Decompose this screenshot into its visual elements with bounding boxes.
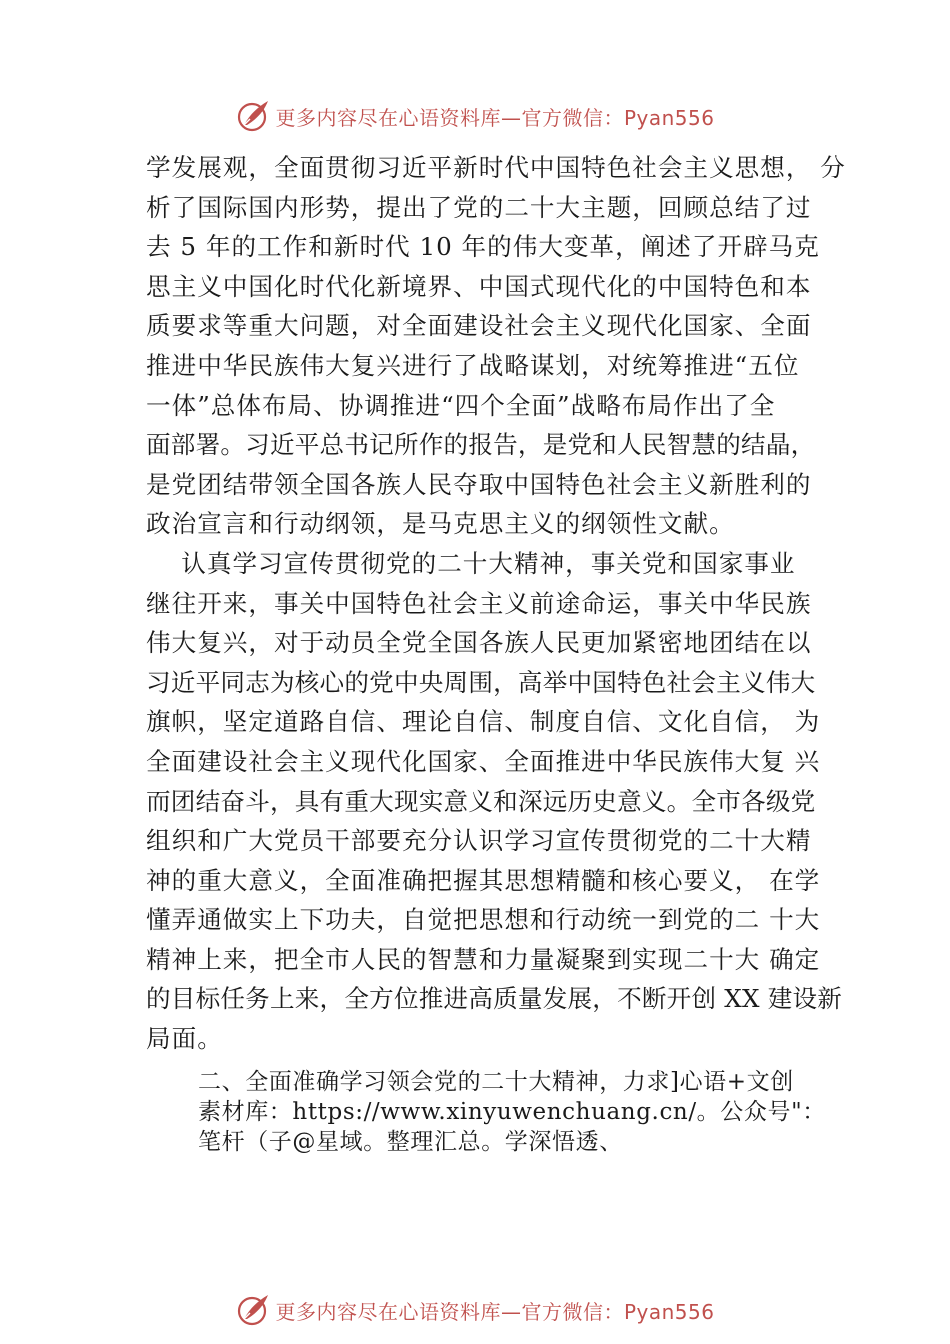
watermark-text: 更多内容尽在心语资料库—官方微信：Pyan556 [275, 1299, 715, 1324]
text-line: 政治宣言和行动纲领，是马克思主义的纲领性文献。 [146, 509, 735, 539]
text-line: 二、全面准确学习领会党的二十大精神，力求]心语+文创 [198, 1068, 794, 1095]
text-line: 笔杆（子@星域。整理汇总。学深悟透、 [198, 1128, 623, 1155]
text-line: 局面。 [146, 1024, 223, 1054]
text-line: 伟大复兴，对于动员全党全国各族人民更加紧密地团结在以 [146, 628, 812, 658]
text-line: 认真学习宣传贯彻党的二十大精神，事关党和国家事业 [146, 548, 796, 578]
text-line: 思主义中国化时代化新境界、中国式现代化的中国特色和本 [146, 271, 812, 301]
text-line: 的目标任务上来，全方位推进高质量发展，不断开创 XX 建设新 [146, 984, 843, 1014]
watermark-text: 更多内容尽在心语资料库—官方微信：Pyan556 [275, 105, 715, 130]
text-line: 素材库：https://www.xinyuwenchuang.cn/。公众号"： [198, 1098, 826, 1125]
text-line: 习近平同志为核心的党中央周围，高举中国特色社会主义伟大 [146, 667, 816, 697]
watermark-header [0, 96, 950, 136]
text-line: 去 5 年的工作和新时代 10 年的伟大变革，阐述了开辟马克 [146, 232, 820, 262]
text-line: 旗帜，坚定道路自信、理论自信、制度自信、文化自信， 为 [146, 707, 821, 737]
text-line: 一体”总体布局、协调推进“四个全面”战略布局作出了全 [146, 390, 776, 420]
text-line: 继往开来，事关中国特色社会主义前途命运，事关中华民族 [146, 588, 812, 618]
paragraph-2 [146, 544, 843, 1059]
text-line: 组织和广大党员干部要充分认识学习宣传贯彻党的二十大精 [146, 826, 812, 856]
text-line: 质要求等重大问题，对全面建设社会主义现代化国家、全面 [146, 311, 812, 341]
watermark-footer [0, 1290, 950, 1330]
text-line: 学发展观，全面贯彻习近平新时代中国特色社会主义思想， 分 [146, 153, 846, 182]
text-line: 精神上来，把全市人民的智慧和力量凝聚到实现二十大 确定 [146, 944, 821, 974]
text-line: 神的重大意义，全面准确把握其思想精髓和核心要义， 在学 [146, 865, 821, 895]
text-line: 是党团结带领全国各族人民夺取中国特色社会主义新胜利的 [146, 469, 812, 499]
text-line: 面部署。习近平总书记所作的报告，是党和人民智慧的结晶， [146, 430, 816, 460]
text-line: 析了国际国内形势，提出了党的二十大主题，回顾总结了过 [146, 192, 812, 222]
text-line: 推进中华民族伟大复兴进行了战略谋划，对统筹推进“五位 [146, 350, 800, 380]
text-line: 而团结奋斗，具有重大现实意义和深远历史意义。全市各级党 [146, 786, 816, 816]
document-body [146, 148, 846, 1157]
section-heading-2 [146, 1067, 836, 1157]
text-line: 全面建设社会主义现代化国家、全面推进中华民族伟大复 兴 [146, 746, 821, 776]
quill-logo-icon [235, 98, 271, 134]
text-line: 懂弄通做实上下功夫，自觉把思想和行动统一到党的二 十大 [146, 905, 821, 935]
paragraph-1 [146, 148, 846, 544]
quill-logo-icon [235, 1292, 271, 1328]
